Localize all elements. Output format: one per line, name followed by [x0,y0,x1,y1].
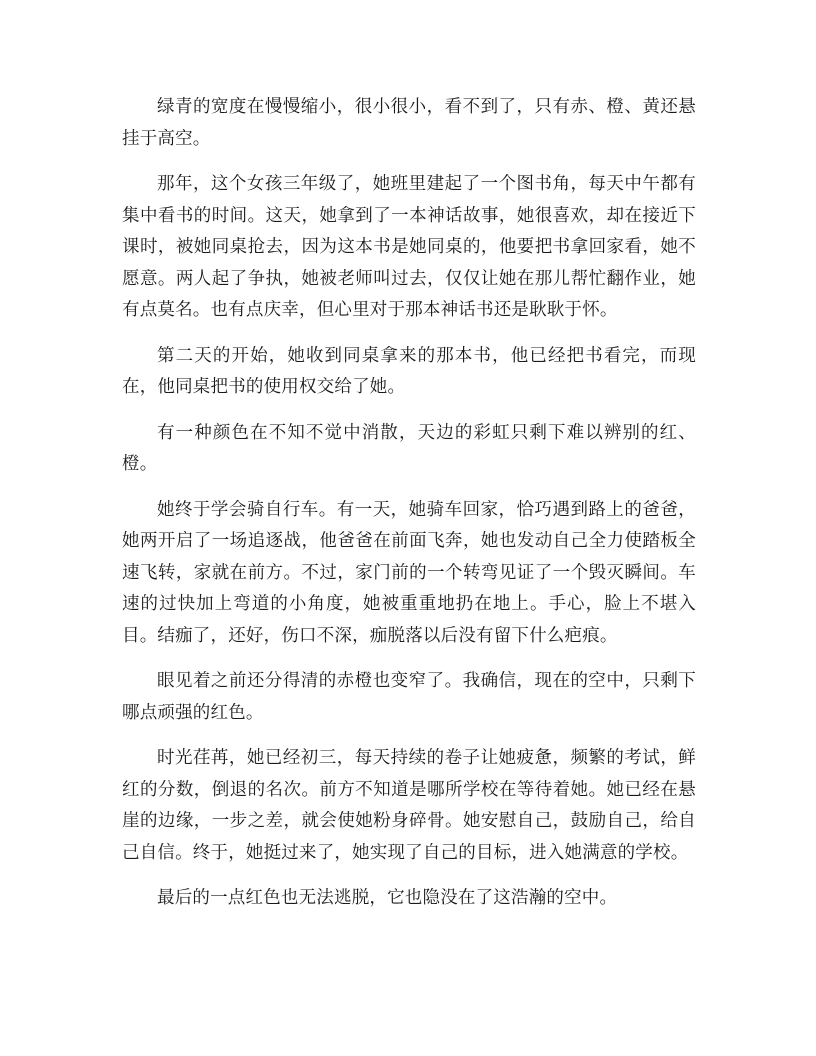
paragraph-7: 时光荏苒，她已经初三，每天持续的卷子让她疲惫，频繁的考试，鲜红的分数，倒退的名次。前方不知道是哪所学校在等待着她。她已经在悬崖的边缘，一步之差，就会使她粉身碎骨。她安慰自己，鼓励自己，给自己自信。终于，她挺过来了，她实现了自己的目标，进入她满意的学校。 [122,748,696,863]
document-body [122,92,696,929]
paragraph-1: 绿青的宽度在慢慢缩小，很小很小，看不到了，只有赤、橙、黄还悬挂于高空。 [122,97,696,149]
paragraph-8: 最后的一点红色也无法逃脱，它也隐没在了这浩瀚的空中。 [157,888,618,908]
paragraph-2: 那年，这个女孩三年级了，她班里建起了一个图书角，每天中午都有集中看书的时间。这天，她拿到了一本神话故事，她很喜欢，却在接近下课时，被她同桌抢去，因为这本书是她同桌的，他要把书拿回家看，她不愿意。两人起了争执，她被老师叫过去，仅仅让她在那儿帮忙翻作业，她有点莫名。也有点庆幸，但心里对于那本神话书还是耿耿于怀。 [122,174,696,320]
paragraph-6: 眼见着之前还分得清的赤橙也变窄了。我确信，现在的空中，只剩下哪点顽强的红色。 [122,671,696,723]
paragraph-5: 她终于学会骑自行车。有一天，她骑车回家，恰巧遇到路上的爸爸，她两开启了一场追逐战，他爸爸在前面飞奔，她也发动自己全力使踏板全速飞转，家就在前方。不过，家门前的一个转弯见证了一个毁灭瞬间。车速的过快加上弯道的小角度，她被重重地扔在地上。手心，脸上不堪入目。结痂了，还好，伤口不深，痂脱落以后没有留下什么疤痕。 [122,499,696,646]
paragraph-3: 第二天的开始，她收到同桌拿来的那本书，他已经把书看完，而现在，他同桌把书的使用权交给了她。 [122,345,696,397]
paragraph-4: 有一种颜色在不知不觉中消散，天边的彩虹只剩下难以辨别的红、橙。 [122,422,696,474]
